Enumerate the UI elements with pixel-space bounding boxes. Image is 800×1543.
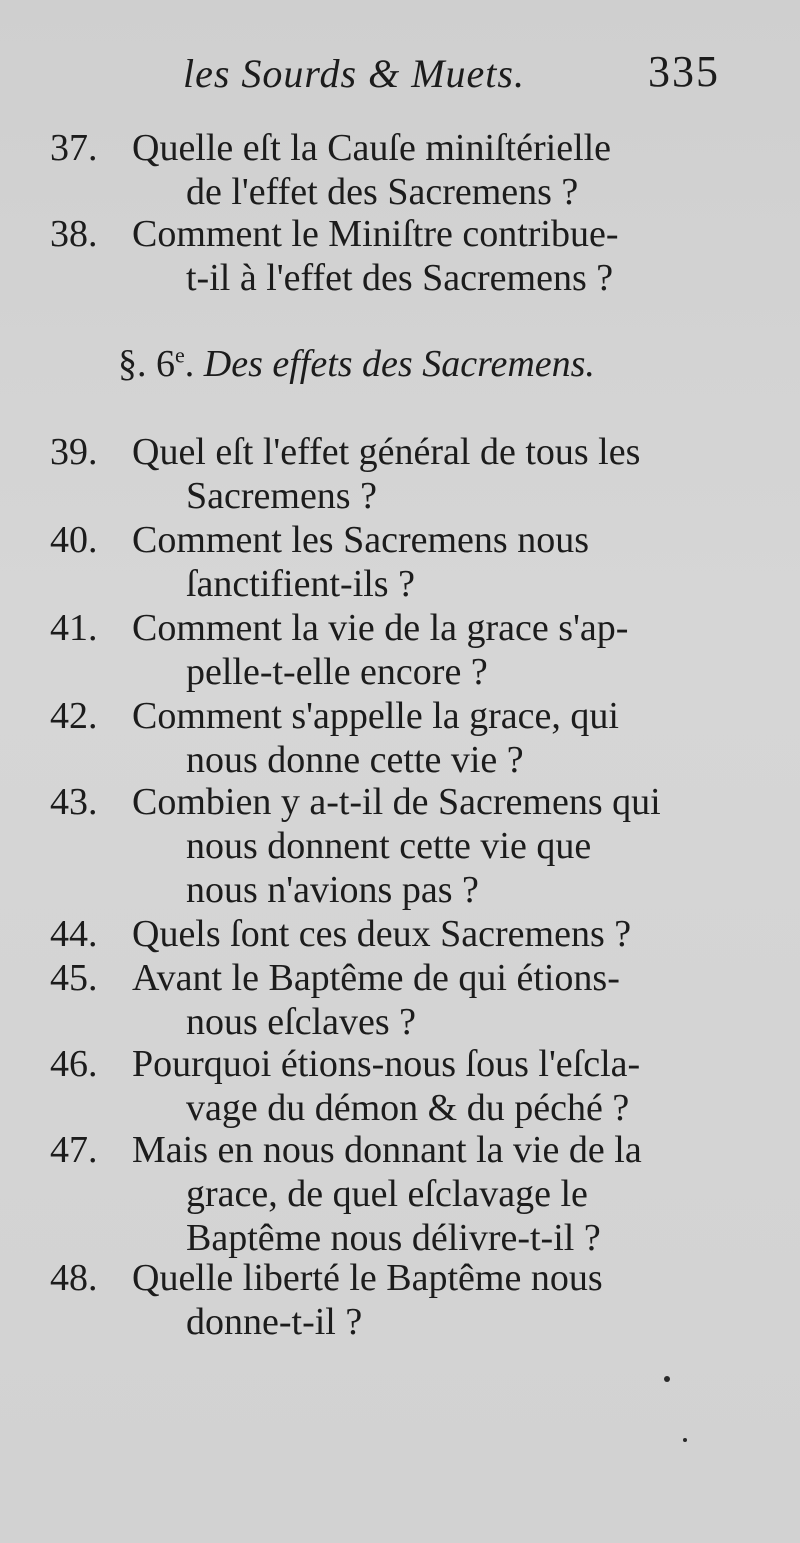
show-through-text bbox=[80, 300, 90, 388]
question-text bbox=[132, 694, 740, 782]
page-number: 335 bbox=[648, 47, 720, 96]
question-text bbox=[132, 518, 740, 606]
section-sign: §. 6 bbox=[118, 343, 175, 385]
section-heading bbox=[118, 342, 595, 386]
question-number: 48. bbox=[50, 1257, 98, 1299]
section-dot: . bbox=[184, 343, 195, 385]
question-line: nous donnent cette vie que bbox=[186, 825, 592, 867]
question-line: Comment la vie de la grace s'ap- bbox=[132, 607, 629, 649]
question-number: 46. bbox=[50, 1043, 98, 1085]
running-title: les Sourds & Muets. bbox=[183, 51, 525, 96]
page-header bbox=[0, 46, 800, 106]
question-number: 44. bbox=[50, 913, 98, 955]
question-number: 39. bbox=[50, 431, 98, 473]
question-line: pelle-t-elle encore ? bbox=[186, 651, 488, 693]
question-text bbox=[132, 212, 740, 300]
question-line: Quel eſt l'effet général de tous les bbox=[132, 431, 641, 473]
question-line: Baptême nous délivre-t-il ? bbox=[186, 1217, 601, 1259]
question-text bbox=[132, 606, 740, 694]
question-number: 37. bbox=[50, 127, 98, 169]
question-text bbox=[132, 430, 740, 518]
question-line: ſanctifient-ils ? bbox=[186, 563, 415, 605]
question-line: Combien y a-t-il de Sacremens qui bbox=[132, 781, 661, 823]
question-line: Pourquoi étions-nous ſous l'eſcla- bbox=[132, 1043, 641, 1085]
question-line: nous n'avions pas ? bbox=[186, 869, 479, 911]
question-text bbox=[132, 1128, 740, 1260]
question-line: nous donne cette vie ? bbox=[186, 739, 524, 781]
question-text bbox=[132, 1256, 740, 1344]
question-number: 41. bbox=[50, 607, 98, 649]
question-line: t-il à l'effet des Sacremens ? bbox=[186, 257, 614, 299]
ink-speck bbox=[683, 1438, 687, 1442]
question-text bbox=[132, 780, 740, 912]
question-number: 47. bbox=[50, 1129, 98, 1171]
question-line: Comment s'appelle la grace, qui bbox=[132, 695, 619, 737]
question-text bbox=[132, 912, 740, 956]
question-number: 43. bbox=[50, 781, 98, 823]
question-text bbox=[132, 126, 740, 214]
question-line: Comment les Sacremens nous bbox=[132, 519, 589, 561]
question-line: Quelle liberté le Baptême nous bbox=[132, 1257, 603, 1299]
question-line: Sacremens ? bbox=[186, 475, 377, 517]
question-line: Comment le Miniſtre contribue- bbox=[132, 213, 619, 255]
question-text bbox=[132, 1042, 740, 1130]
question-number: 40. bbox=[50, 519, 98, 561]
question-line: grace, de quel eſclavage le bbox=[186, 1173, 588, 1215]
question-line: Avant le Baptême de qui étions- bbox=[132, 957, 620, 999]
question-number: 38. bbox=[50, 213, 98, 255]
question-line: Mais en nous donnant la vie de la bbox=[132, 1129, 642, 1171]
question-line: Quelle eſt la Cauſe miniſtérielle bbox=[132, 127, 612, 169]
question-line: Quels ſont ces deux Sacremens ? bbox=[132, 913, 632, 955]
question-number: 45. bbox=[50, 957, 98, 999]
question-number: 42. bbox=[50, 695, 98, 737]
question-line: nous eſclaves ? bbox=[186, 1001, 417, 1043]
question-line: vage du démon & du péché ? bbox=[186, 1087, 630, 1129]
section-title: Des effets des Sacremens. bbox=[203, 343, 595, 385]
section-superscript: e bbox=[175, 342, 185, 368]
ink-speck bbox=[664, 1376, 670, 1382]
question-text bbox=[132, 956, 740, 1044]
question-line: donne-t-il ? bbox=[186, 1301, 363, 1343]
question-line: de l'effet des Sacremens ? bbox=[186, 171, 579, 213]
